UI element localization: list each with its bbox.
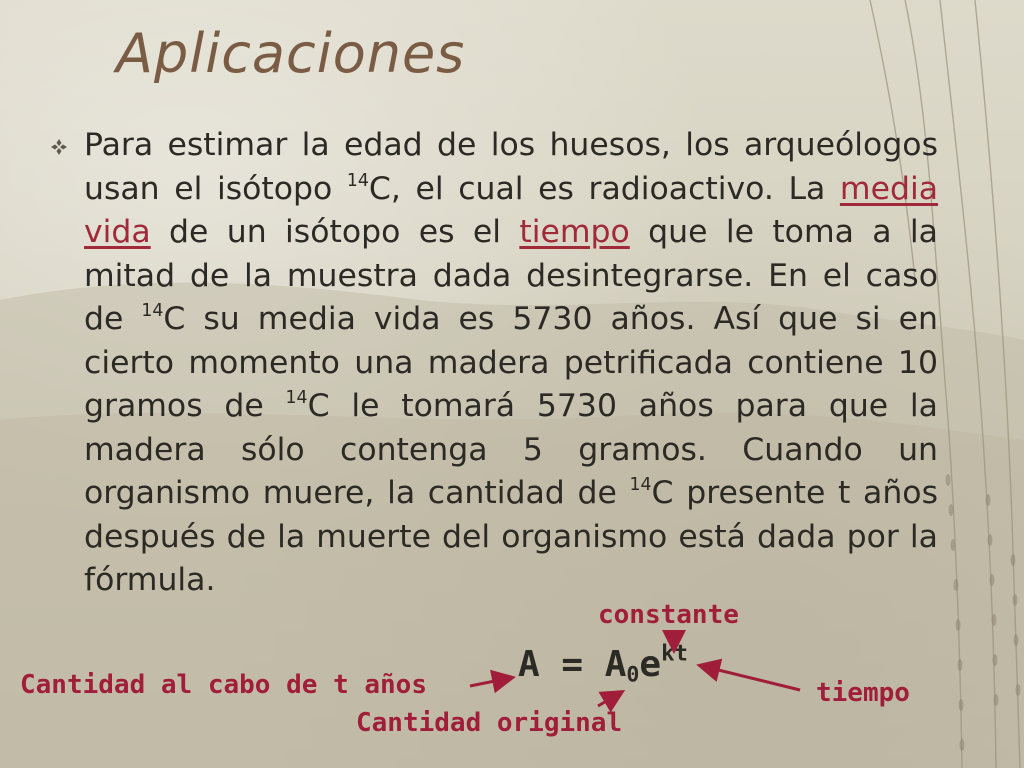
- formula-exponent: kt: [661, 640, 688, 667]
- formula-lhs: A = A: [518, 644, 627, 685]
- constante-label: constante: [598, 600, 739, 630]
- slide-title: Aplicaciones: [116, 22, 466, 85]
- media-vida-link[interactable]: media vida: [84, 170, 939, 250]
- cantidad-final-label: Cantidad al cabo de t años: [20, 670, 427, 700]
- cantidad-original-label: Cantidad original: [356, 708, 623, 738]
- tiempo-label: tiempo: [816, 678, 910, 708]
- formula-base: e: [639, 644, 662, 685]
- decay-formula: [518, 640, 688, 688]
- formula-subscript: 0: [626, 662, 640, 688]
- tiempo-link[interactable]: tiempo: [519, 214, 630, 250]
- four-diamond-bullet-icon: [50, 138, 68, 156]
- bullet-paragraph: Para estimar la edad de los huesos, los arqueólogos usan el isótopo $^{14}$C, el cual es radioactivo. La media vida de un isótopo es el tiempo que le toma a la mitad de la muestra dada desintegrarse. En el caso de $^{14}$C su media vida es 5730 años. Así que si en cierto momento una madera petrificada contiene 10 gramos de $^{14}$C le tomará 5730 años para que la madera sólo contenga 5 gramos. Cuando un organismo muere, la cantidad de $^{14}$C presente t años después de la muerte del organismo está dada por la fórmula.: [84, 127, 939, 598]
